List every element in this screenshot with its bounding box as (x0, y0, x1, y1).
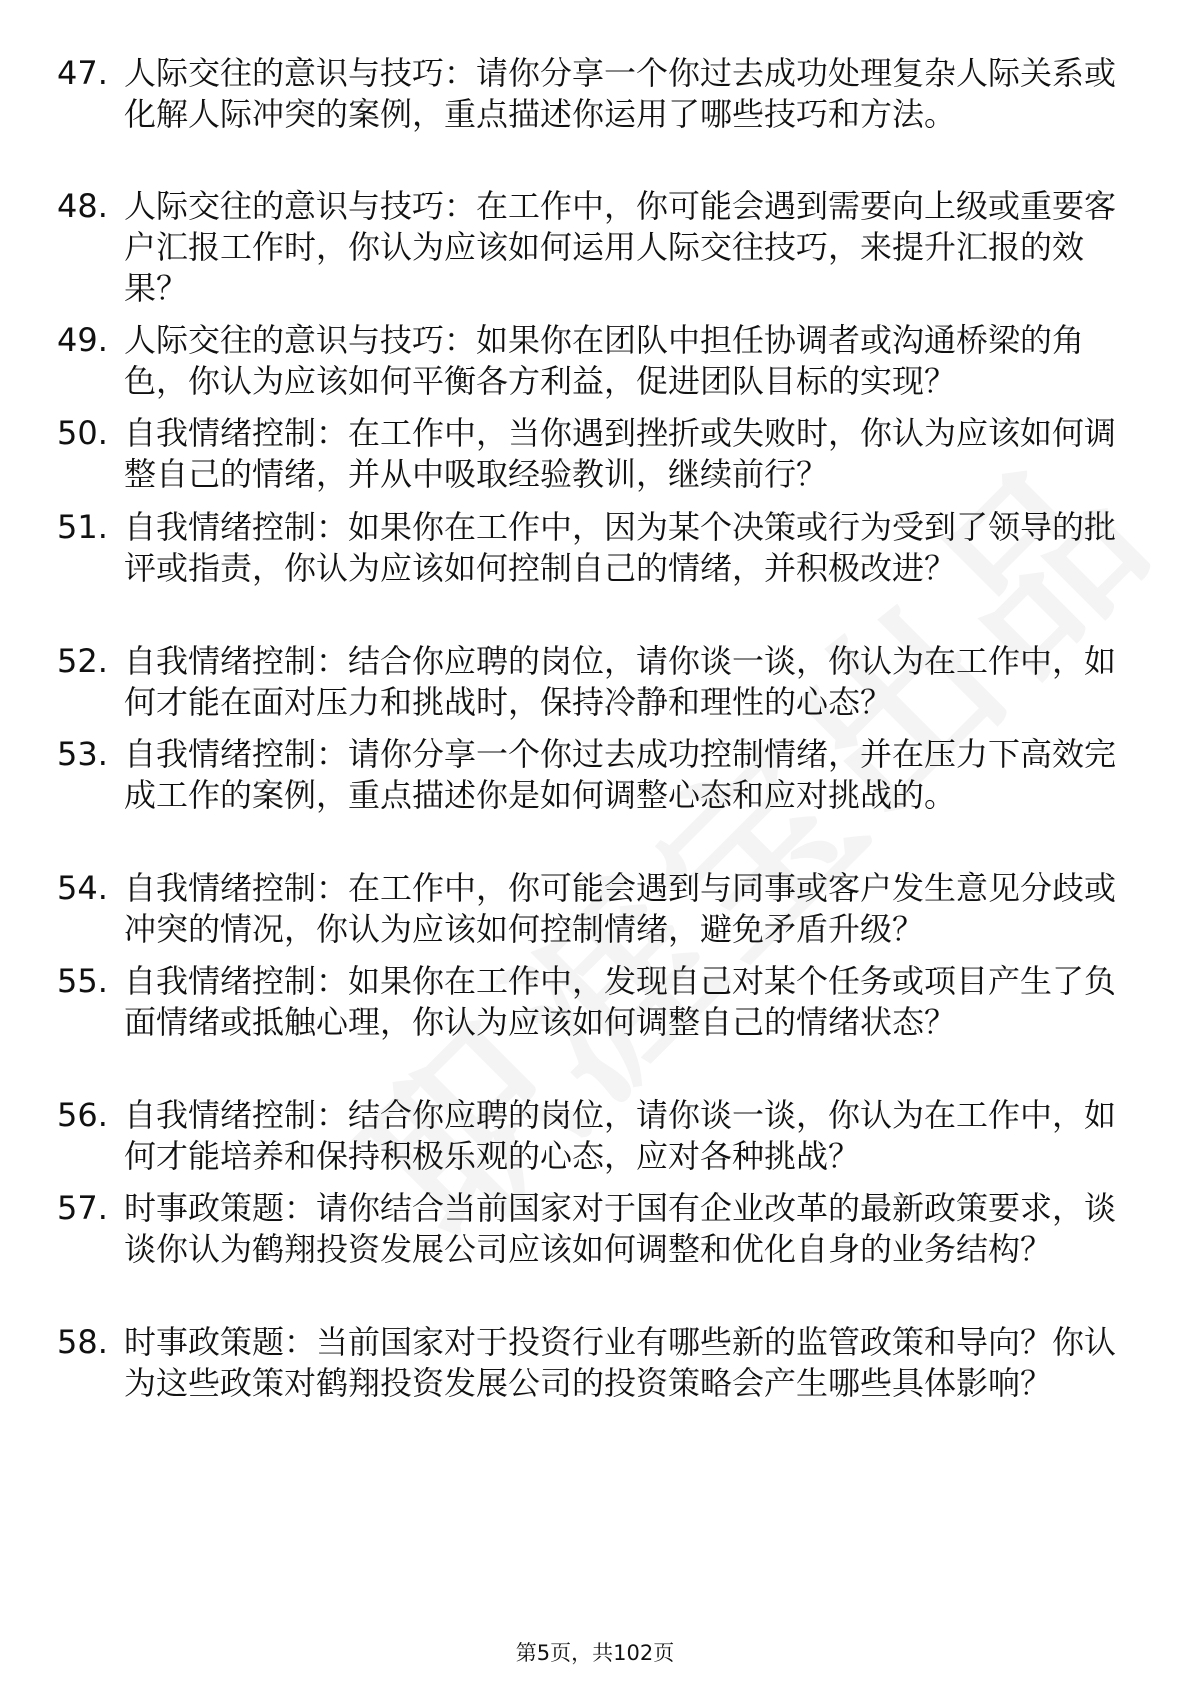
question-item (57, 868, 1117, 950)
question-number: 50. (57, 414, 108, 452)
page-footer: 第5页，共102页 (515, 1641, 675, 1665)
question-text: 自我情绪控制：如果你在工作中，发现自己对某个任务或项目产生了负面情绪或抵触心理，你认为应该如何调整自己的情绪状态？ (124, 962, 1117, 1041)
question-number: 48. (57, 187, 108, 225)
question-text: 自我情绪控制：在工作中，当你遇到挫折或失败时，你认为应该如何调整自己的情绪，并从中吸取经验教训，继续前行？ (124, 414, 1117, 493)
question-number: 55. (57, 962, 108, 1000)
question-item (57, 1188, 1117, 1270)
question-text: 自我情绪控制：结合你应聘的岗位，请你谈一谈，你认为在工作中，如何才能在面对压力和挑战时，保持冷静和理性的心态？ (124, 642, 1117, 721)
question-item (57, 507, 1117, 589)
question-text: 自我情绪控制：结合你应聘的岗位，请你谈一谈，你认为在工作中，如何才能培养和保持积极乐观的心态，应对各种挑战？ (124, 1096, 1117, 1175)
question-item (57, 186, 1117, 309)
question-text: 时事政策题：请你结合当前国家对于国有企业改革的最新政策要求，谈谈你认为鹤翔投资发展公司应该如何调整和优化自身的业务结构？ (124, 1189, 1117, 1268)
question-text: 自我情绪控制：在工作中，你可能会遇到与同事或客户发生意见分歧或冲突的情况，你认为应该如何控制情绪，避免矛盾升级？ (124, 869, 1117, 948)
question-text: 自我情绪控制：如果你在工作中，因为某个决策或行为受到了领导的批评或指责，你认为应该如何控制自己的情绪，并积极改进？ (124, 508, 1117, 587)
question-number: 58. (57, 1323, 108, 1361)
question-number: 53. (57, 735, 108, 773)
question-number: 54. (57, 869, 108, 907)
question-number: 49. (57, 321, 108, 359)
question-text: 自我情绪控制：请你分享一个你过去成功控制情绪，并在压力下高效完成工作的案例，重点描述你是如何调整心态和应对挑战的。 (124, 735, 1117, 814)
question-item (57, 734, 1117, 816)
question-number: 56. (57, 1096, 108, 1134)
question-item (57, 1095, 1117, 1177)
question-item (57, 320, 1117, 402)
question-item (57, 641, 1117, 723)
question-text: 人际交往的意识与技巧：如果你在团队中担任协调者或沟通桥梁的角色，你认为应该如何平衡各方利益，促进团队目标的实现？ (124, 321, 1085, 400)
question-item (57, 413, 1117, 495)
question-text: 时事政策题：当前国家对于投资行业有哪些新的监管政策和导向？你认为这些政策对鹤翔投资发展公司的投资策略会产生哪些具体影响？ (124, 1323, 1117, 1402)
question-number: 47. (57, 54, 108, 92)
question-number: 51. (57, 508, 108, 546)
question-item (57, 53, 1117, 135)
question-item (57, 961, 1117, 1043)
question-text: 人际交往的意识与技巧：请你分享一个你过去成功处理复杂人际关系或化解人际冲突的案例，重点描述你运用了哪些技巧和方法。 (124, 54, 1117, 133)
question-number: 52. (57, 642, 108, 680)
question-number: 57. (57, 1189, 108, 1227)
question-text: 人际交往的意识与技巧：在工作中，你可能会遇到需要向上级或重要客户汇报工作时，你认为应该如何运用人际交往技巧，来提升汇报的效果？ (124, 187, 1117, 307)
question-item (57, 1322, 1117, 1404)
